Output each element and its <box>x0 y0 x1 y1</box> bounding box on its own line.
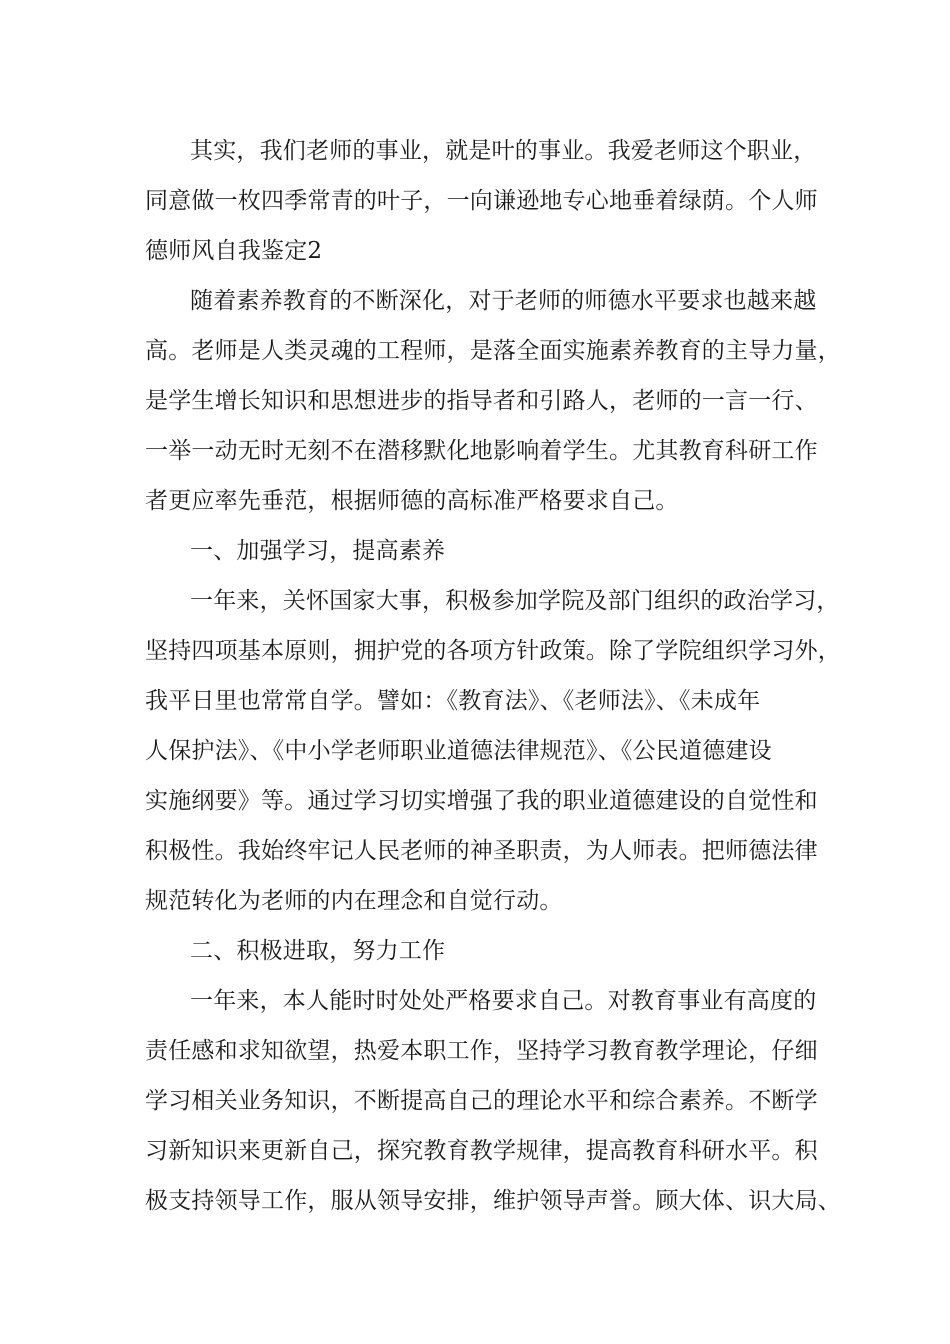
paragraph-line: 极支持领导工作，服从领导安排，维护领导声誉。顾大体、识大局、 <box>145 1188 841 1214</box>
paragraph-line: 随着素养教育的不断深化，对于老师的师德水平要求也越来越 <box>190 288 817 314</box>
paragraph-line: 责任感和求知欲望，热爱本职工作，坚持学习教育教学理论，仔细 <box>145 1038 818 1064</box>
paragraph-line: 者更应率先垂范，根据师德的高标准严格要求自己。 <box>145 488 679 514</box>
section-heading: 一、加强学习，提高素养 <box>190 538 446 564</box>
paragraph-line: 一举一动无时无刻不在潜移默化地影响着学生。尤其教育科研工作 <box>145 438 818 464</box>
paragraph-line: 实施纲要》等。通过学习切实增强了我的职业道德建设的自觉性和 <box>145 788 818 814</box>
paragraph-line: 习新知识来更新自己，探究教育教学规律，提高教育科研水平。积 <box>145 1138 818 1164</box>
paragraph-line: 人保护法》、《中小学老师职业道德法律规范》、《公民道德建设 <box>145 738 772 764</box>
paragraph-line: 规范转化为老师的内在理念和自觉行动。 <box>145 888 563 914</box>
paragraph-line: 积极性。我始终牢记人民老师的神圣职责，为人师表。把师德法律 <box>145 838 818 864</box>
paragraph-line: 其实，我们老师的事业，就是叶的事业。我爱老师这个职业， <box>190 138 817 164</box>
paragraph-line: 德师风自我鉴定2 <box>145 238 323 264</box>
section-heading: 二、积极进取，努力工作 <box>190 938 446 964</box>
paragraph-line: 一年来，本人能时时处处严格要求自己。对教育事业有高度的 <box>190 988 817 1014</box>
paragraph-line: 我平日里也常常自学。譬如：《教育法》、《老师法》、《未成年 <box>145 688 761 714</box>
paragraph-line: 高。老师是人类灵魂的工程师，是落全面实施素养教育的主导力量， <box>145 338 841 364</box>
paragraph-line: 学习相关业务知识，不断提高自己的理论水平和综合素养。不断学 <box>145 1088 818 1114</box>
paragraph-line: 同意做一枚四季常青的叶子，一向谦逊地专心地垂着绿荫。个人师 <box>145 188 818 214</box>
paragraph-line: 一年来，关怀国家大事，积极参加学院及部门组织的政治学习， <box>190 588 840 614</box>
paragraph-line: 坚持四项基本原则，拥护党的各项方针政策。除了学院组织学习外， <box>145 638 841 664</box>
paragraph-line: 是学生增长知识和思想进步的指导者和引路人，老师的一言一行、 <box>145 388 818 414</box>
